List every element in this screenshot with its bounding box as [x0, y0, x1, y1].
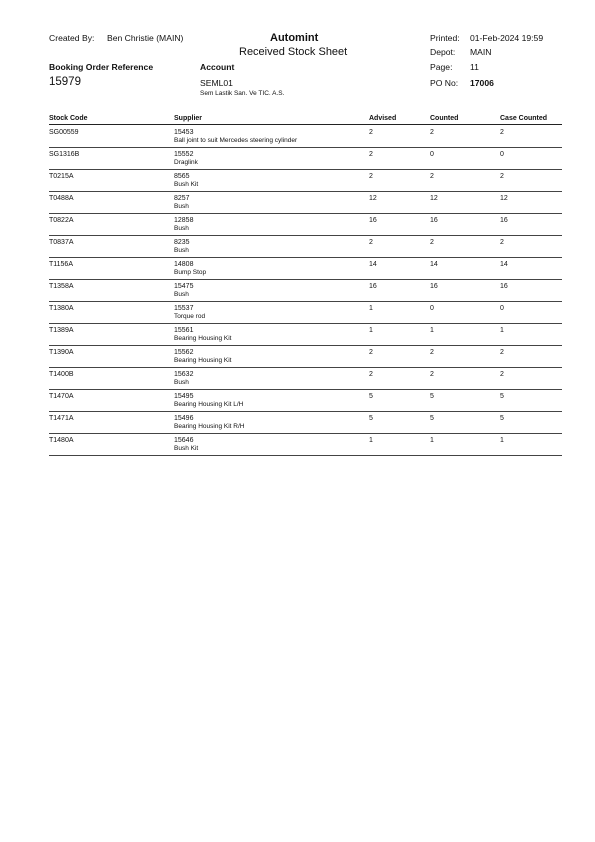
table-row	[0, 126, 595, 148]
table-row	[0, 192, 595, 214]
account-label: Account	[200, 62, 235, 72]
description-cell: Bush	[174, 203, 189, 210]
advised-cell: 2	[369, 349, 373, 356]
description-cell: Bush	[174, 225, 189, 232]
row-divider	[49, 455, 562, 456]
supplier-code-cell: 8565	[174, 173, 190, 180]
supplier-code-cell: 15496	[174, 415, 194, 422]
description-cell: Draglink	[174, 159, 198, 166]
supplier-code-cell: 15475	[174, 283, 194, 290]
counted-cell: 14	[430, 261, 438, 268]
advised-cell: 2	[369, 239, 373, 246]
printed-value: 01-Feb-2024 19:59	[470, 33, 544, 43]
header-rule	[49, 124, 562, 125]
stock-code-cell: T1358A	[49, 283, 74, 290]
advised-cell: 16	[369, 217, 377, 224]
description-cell: Ball joint to suit Mercedes steering cylinder	[174, 137, 298, 144]
case-counted-cell: 2	[500, 349, 504, 356]
depot-label: Depot:	[430, 47, 456, 57]
supplier-code-cell: 12858	[174, 217, 194, 224]
advised-cell: 5	[369, 393, 373, 400]
description-cell: Bearing Housing Kit	[174, 335, 232, 342]
advised-cell: 1	[369, 327, 373, 334]
stock-code-cell: SG00559	[49, 129, 79, 136]
stock-code-cell: T1471A	[49, 415, 74, 422]
case-counted-cell: 14	[500, 261, 508, 268]
table-row	[0, 236, 595, 258]
counted-cell: 1	[430, 327, 434, 334]
col-counted: Counted	[430, 115, 459, 122]
created-by-value: Ben Christie (MAIN)	[107, 33, 184, 43]
page-value: 11	[470, 62, 479, 72]
description-cell: Bush	[174, 247, 189, 254]
case-counted-cell: 2	[500, 239, 504, 246]
table-row	[0, 258, 595, 280]
company-name: Automint	[270, 32, 319, 44]
advised-cell: 1	[369, 305, 373, 312]
supplier-code-cell: 15495	[174, 393, 194, 400]
supplier-code-cell: 8257	[174, 195, 190, 202]
booking-ref-label: Booking Order Reference	[49, 62, 154, 72]
supplier-code-cell: 15632	[174, 371, 194, 378]
case-counted-cell: 0	[500, 305, 504, 312]
booking-ref-value: 15979	[49, 76, 81, 88]
case-counted-cell: 2	[500, 129, 504, 136]
stock-code-cell: T0215A	[49, 173, 74, 180]
table-row	[0, 346, 595, 368]
case-counted-cell: 2	[500, 173, 504, 180]
advised-cell: 2	[369, 173, 373, 180]
table-row	[0, 280, 595, 302]
supplier-code-cell: 14808	[174, 261, 194, 268]
stock-code-cell: T1380A	[49, 305, 74, 312]
counted-cell: 0	[430, 151, 434, 158]
case-counted-cell: 5	[500, 393, 504, 400]
counted-cell: 5	[430, 393, 434, 400]
counted-cell: 5	[430, 415, 434, 422]
counted-cell: 2	[430, 349, 434, 356]
created-by-label: Created By:	[49, 33, 95, 43]
case-counted-cell: 12	[500, 195, 508, 202]
account-code: SEML01	[200, 78, 233, 88]
stock-code-cell: T1156A	[49, 261, 73, 268]
table-row	[0, 214, 595, 236]
counted-cell: 0	[430, 305, 434, 312]
counted-cell: 2	[430, 239, 434, 246]
description-cell: Bearing Housing Kit L/H	[174, 401, 244, 408]
description-cell: Torque rod	[174, 313, 206, 320]
stock-code-cell: T0822A	[49, 217, 74, 224]
counted-cell: 2	[430, 129, 434, 136]
advised-cell: 12	[369, 195, 377, 202]
advised-cell: 1	[369, 437, 373, 444]
table-row	[0, 170, 595, 192]
col-case-counted: Case Counted	[500, 115, 548, 122]
supplier-code-cell: 15561	[174, 327, 194, 334]
description-cell: Bump Stop	[174, 269, 207, 276]
case-counted-cell: 0	[500, 151, 504, 158]
supplier-code-cell: 15537	[174, 305, 194, 312]
advised-cell: 16	[369, 283, 377, 290]
col-supplier: Supplier	[174, 115, 203, 122]
table-row	[0, 412, 595, 434]
description-cell: Bush Kit	[174, 181, 199, 188]
depot-value: MAIN	[470, 47, 492, 57]
description-cell: Bearing Housing Kit R/H	[174, 423, 245, 430]
counted-cell: 16	[430, 283, 438, 290]
stock-code-cell: T1389A	[49, 327, 74, 334]
col-stock-code: Stock Code	[49, 115, 88, 122]
counted-cell: 16	[430, 217, 438, 224]
description-cell: Bearing Housing Kit	[174, 357, 232, 364]
supplier-code-cell: 15562	[174, 349, 194, 356]
description-cell: Bush Kit	[174, 445, 199, 452]
stock-code-cell: T1400B	[49, 371, 74, 378]
po-label: PO No:	[430, 78, 459, 88]
po-value: 17006	[470, 78, 494, 88]
table-row	[0, 434, 595, 456]
table-row	[0, 148, 595, 170]
table-row	[0, 324, 595, 346]
case-counted-cell: 2	[500, 371, 504, 378]
advised-cell: 2	[369, 151, 373, 158]
printed-label: Printed:	[430, 33, 460, 43]
stock-code-cell: T0837A	[49, 239, 74, 246]
counted-cell: 2	[430, 173, 434, 180]
stock-code-cell: SG1316B	[49, 151, 80, 158]
supplier-code-cell: 15552	[174, 151, 194, 158]
advised-cell: 2	[369, 371, 373, 378]
description-cell: Bush	[174, 379, 189, 386]
case-counted-cell: 5	[500, 415, 504, 422]
counted-cell: 1	[430, 437, 434, 444]
counted-cell: 12	[430, 195, 438, 202]
description-cell: Bush	[174, 291, 189, 298]
sheet-title: Received Stock Sheet	[239, 46, 348, 58]
advised-cell: 14	[369, 261, 377, 268]
page-label: Page:	[430, 62, 453, 72]
account-name: Sem Lastik San. Ve TIC. A.S.	[200, 90, 285, 97]
stock-code-cell: T0488A	[49, 195, 74, 202]
supplier-code-cell: 8235	[174, 239, 190, 246]
stock-code-cell: T1480A	[49, 437, 74, 444]
case-counted-cell: 1	[500, 327, 504, 334]
supplier-code-cell: 15453	[174, 129, 194, 136]
col-advised: Advised	[369, 115, 397, 122]
counted-cell: 2	[430, 371, 434, 378]
stock-code-cell: T1390A	[49, 349, 74, 356]
case-counted-cell: 16	[500, 217, 508, 224]
case-counted-cell: 1	[500, 437, 504, 444]
advised-cell: 2	[369, 129, 373, 136]
table-row	[0, 390, 595, 412]
case-counted-cell: 16	[500, 283, 508, 290]
table-row	[0, 302, 595, 324]
stock-code-cell: T1470A	[49, 393, 74, 400]
supplier-code-cell: 15646	[174, 437, 194, 444]
advised-cell: 5	[369, 415, 373, 422]
table-row	[0, 368, 595, 390]
